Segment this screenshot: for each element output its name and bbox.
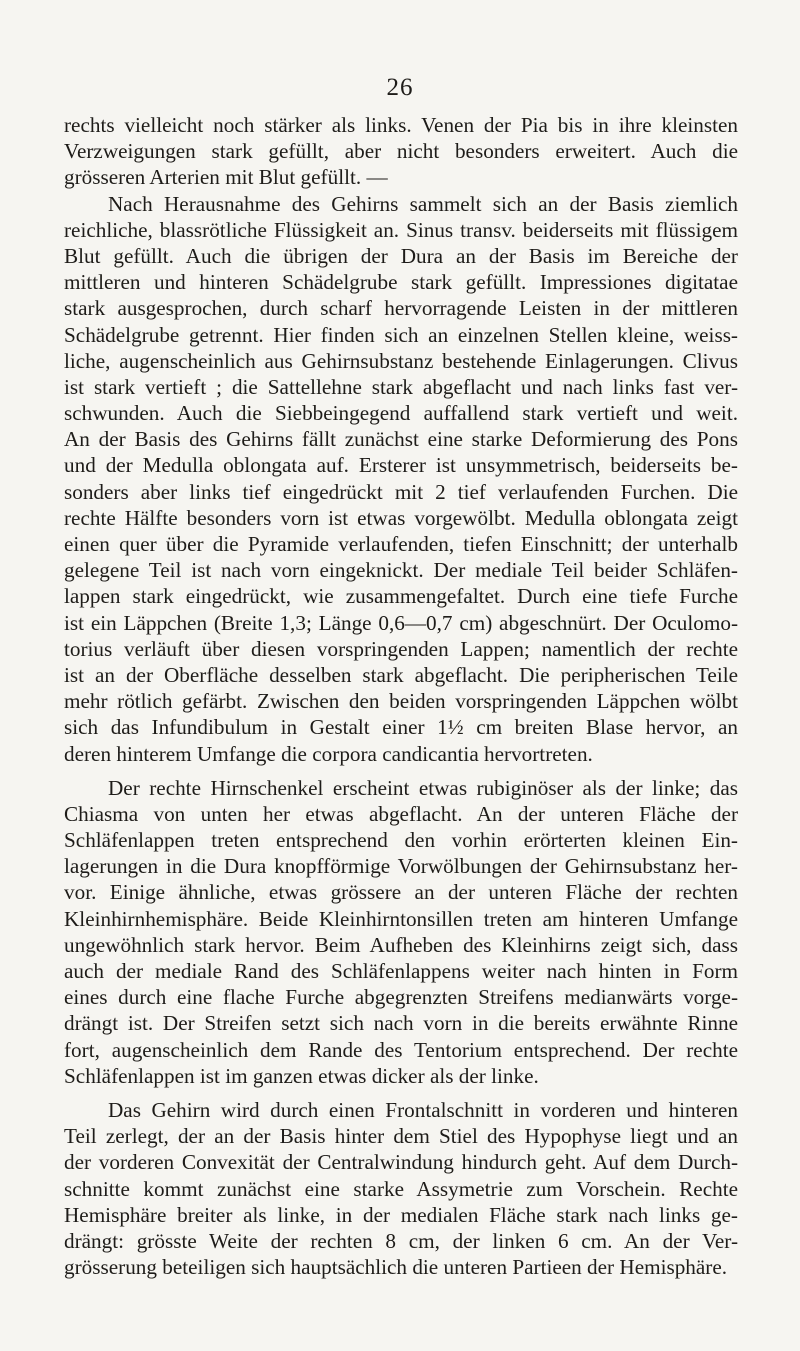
text-line: Verzweigungen stark gefüllt, aber nicht besonders erweitert. Auch die [64, 139, 738, 164]
text-line: einen quer über die Pyramide verlaufenden, tiefen Einschnitt; der unterhalb [64, 532, 738, 556]
text-line: drängt: grösste Weite der rechten 8 cm, der linken 6 cm. An der Ver- [64, 1228, 738, 1253]
text-line: Hemisphäre breiter als linke, in der medialen Fläche stark nach links ge- [64, 1202, 738, 1227]
text-line: ungewöhnlich stark hervor. Beim Aufheben des Kleinhirns zeigt sich, dass [64, 932, 738, 957]
text-line: mehr rötlich gefärbt. Zwischen den beiden vorspringenden Läppchen wölbt [64, 689, 738, 714]
text-line: Schläfenlappen ist im ganzen etwas dicker als der linke. [64, 1063, 539, 1088]
text-line: gelegene Teil ist nach vorn eingeknickt. Der mediale Teil beider Schläfen- [64, 558, 738, 583]
body-text [64, 112, 738, 1280]
text-line: An der Basis des Gehirns fällt zunächst eine starke Deformierung des Pons [64, 427, 738, 452]
text-line: rechts vielleicht noch stärker als links. Venen der Pia bis in ihre kleinsten [64, 113, 738, 137]
text-line: schnitte kommt zunächst eine starke Assymetrie zum Vorschein. Rechte [64, 1176, 738, 1201]
page-number: 26 [386, 74, 414, 101]
text-line: Der rechte Hirnschenkel erscheint etwas rubiginöser als der linke; das [108, 775, 738, 800]
paragraph [64, 775, 738, 1089]
text-line: mittleren und hinteren Schädelgrube stark gefüllt. Impressiones digitatae [64, 270, 738, 295]
text-line: deren hinterem Umfange die corpora candicantia hervortreten. [64, 741, 593, 766]
text-line: sich das Infundibulum in Gestalt einer 1½ cm breiten Blase hervor, an [64, 715, 738, 740]
text-line: rechte Hälfte besonders vorn ist etwas vorgewölbt. Medulla oblongata zeigt [64, 505, 738, 530]
text-line: fort, augenscheinlich dem Rande des Tentorium entsprechend. Der rechte [64, 1037, 738, 1062]
text-line: Das Gehirn wird durch einen Frontalschnitt in vorderen und hinteren [108, 1097, 738, 1122]
text-line: und der Medulla oblongata auf. Ersterer ist unsymmetrisch, beiderseits be- [64, 453, 738, 478]
text-line: Schläfenlappen treten entsprechend den vorhin erörterten kleinen Ein- [64, 828, 738, 853]
text-line: Nach Herausnahme des Gehirns sammelt sich an der Basis ziemlich [108, 191, 738, 216]
text-line: sonders aber links tief eingedrückt mit 2 tief verlaufenden Furchen. Die [64, 479, 738, 504]
paragraph [64, 1097, 738, 1280]
text-line: drängt ist. Der Streifen setzt sich nach vorn in die bereits erwähnte Rinne [64, 1011, 738, 1036]
text-line: grösseren Arterien mit Blut gefüllt. — [64, 165, 388, 190]
text-line: Schädelgrube getrennt. Hier finden sich an einzelnen Stellen kleine, weiss- [64, 322, 738, 347]
text-line: der vorderen Convexität der Centralwindung hindurch geht. Auf dem Durch- [64, 1150, 738, 1175]
text-line: Blut gefüllt. Auch die übrigen der Dura an der Basis im Bereiche der [64, 243, 738, 268]
text-line: Chiasma von unten her etwas abgeflacht. An der unteren Fläche der [64, 801, 738, 826]
text-line: vor. Einige ähnliche, etwas grössere an der unteren Fläche der rechten [64, 880, 738, 905]
text-line: ist ein Läppchen (Breite 1,3; Länge 0,6—0,7 cm) abgeschnürt. Der Oculomo- [64, 610, 738, 635]
text-line: stark ausgesprochen, durch scharf hervorragende Leisten in der mittleren [64, 296, 738, 321]
text-line: ist stark vertieft ; die Sattellehne stark abgeflacht und nach links fast ver- [64, 374, 738, 399]
text-line: Kleinhirnhemisphäre. Beide Kleinhirntonsillen treten am hinteren Umfange [64, 906, 738, 931]
text-line: lappen stark eingedrückt, wie zusammengefaltet. Durch eine tiefe Furche [64, 584, 738, 609]
text-line: grösserung beteiligen sich hauptsächlich die unteren Partieen der Hemisphäre. [64, 1255, 728, 1280]
paragraph [64, 112, 738, 191]
text-line: auch der mediale Rand des Schläfenlappens weiter nach hinten in Form [64, 959, 738, 983]
text-line: liche, augenscheinlich aus Gehirnsubstanz bestehende Einlagerungen. Clivus [64, 348, 738, 373]
paragraph [64, 191, 738, 767]
text-line: torius verläuft über diesen vorspringenden Lappen; namentlich der rechte [64, 636, 738, 661]
text-line: lagerungen in die Dura knopfförmige Vorwölbungen der Gehirnsubstanz her- [64, 854, 738, 879]
text-line: eines durch eine flache Furche abgegrenzten Streifens medianwärts vorge- [64, 985, 738, 1010]
text-line: ist an der Oberfläche desselben stark abgeflacht. Die peripherischen Teile [64, 662, 738, 687]
text-line: Teil zerlegt, der an der Basis hinter dem Stiel des Hypophyse liegt und an [64, 1124, 738, 1149]
text-line: schwunden. Auch die Siebbeingegend auffallend stark vertieft und weit. [64, 401, 738, 426]
text-line: reichliche, blassrötliche Flüssigkeit an. Sinus transv. beiderseits mit flüssigem [64, 217, 738, 242]
